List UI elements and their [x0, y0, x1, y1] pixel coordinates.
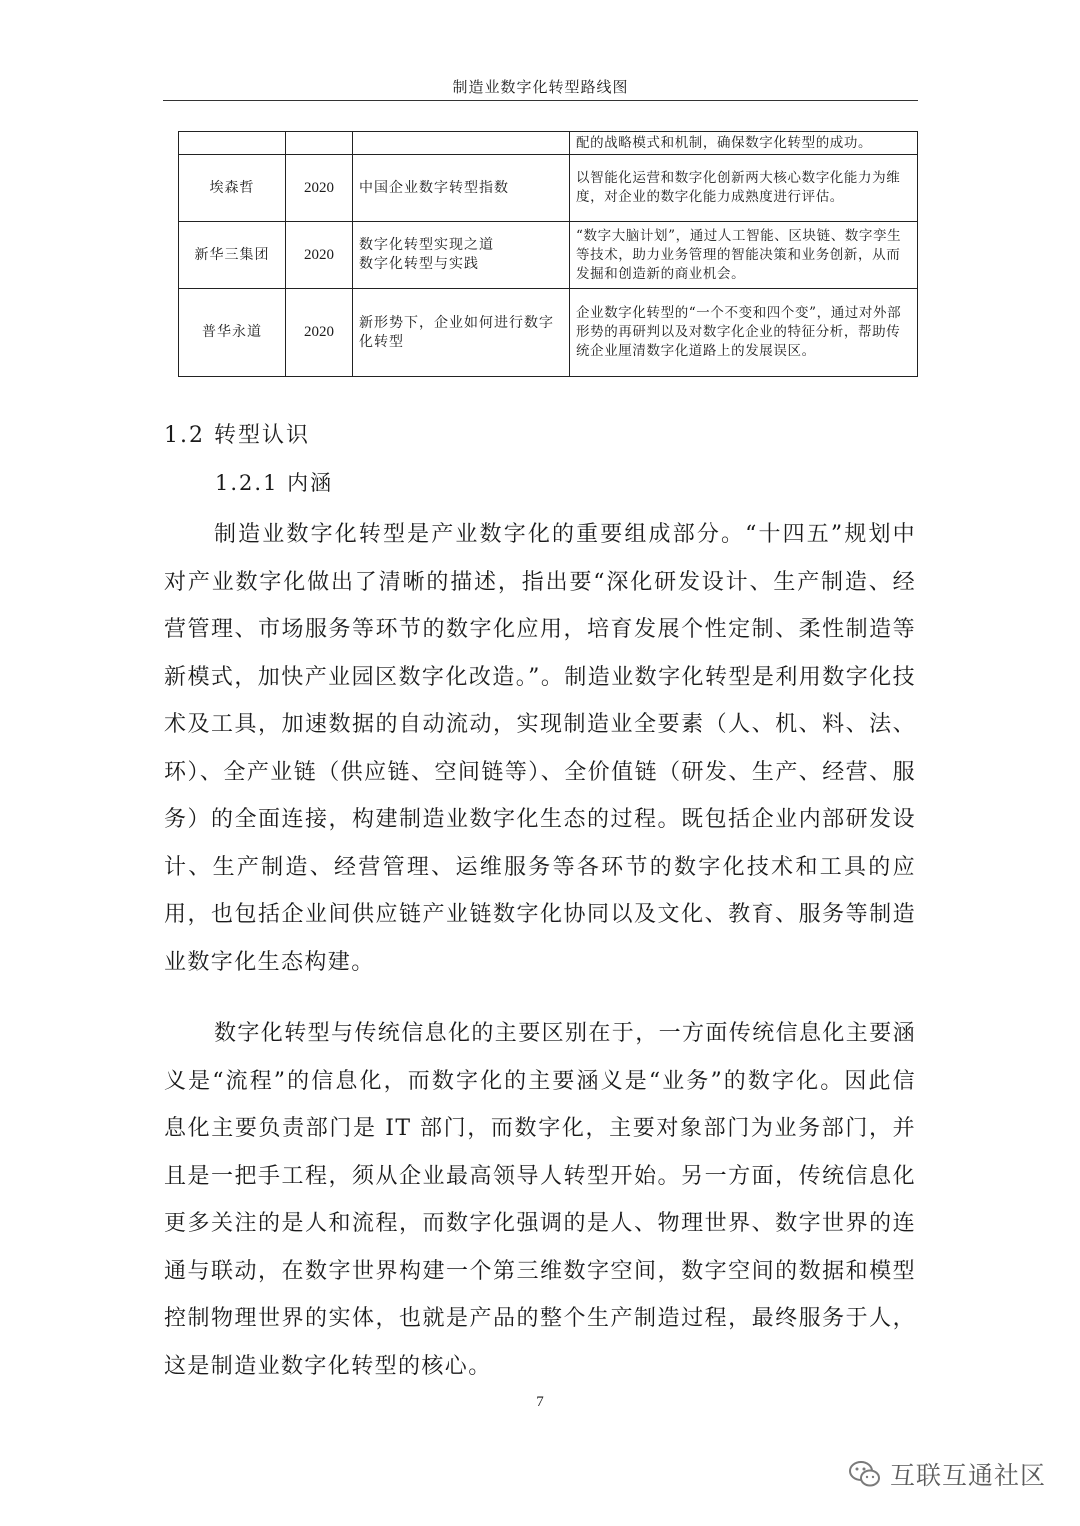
table-row	[179, 155, 918, 222]
watermark	[848, 1456, 1046, 1492]
header-rule	[163, 100, 918, 101]
watermark-text: 互联互通社区	[890, 1461, 1047, 1490]
cell-desc: 以智能化运营和数字化创新两大核心数字化能力为维度，对企业的数字化能力成熟度进行评估。	[570, 155, 918, 222]
cell-desc: 配的战略模式和机制，确保数字化转型的成功。	[570, 132, 918, 155]
table-row	[179, 289, 918, 377]
cell-title: 新形势下，企业如何进行数字化转型	[353, 289, 570, 377]
cell-desc: 企业数字化转型的“一个不变和四个变”，通过对外部形势的再研判以及对数字化企业的特征分析，帮助传统企业厘清数字化道路上的发展误区。	[570, 289, 918, 377]
cell-org: 埃森哲	[179, 155, 286, 222]
body-paragraph: 数字化转型与传统信息化的主要区别在于，一方面传统信息化主要涵义是“流程”的信息化，而数字化的主要涵义是“业务”的数字化。因此信息化主要负责部门是 IT 部门，而数字化，主要对象部门为业务部门，并且是一把手工程，须从企业最高领导人转型开始。另一方面，传统信息化更多关注的是人和流程，而数字化强调的是人、物理世界、数字世界的连通与联动，在数字世界构建一个第三维数字空间，数字空间的数据和模型控制物理世界的实体，也就是产品的整个生产制造过程，最终服务于人，这是制造业数字化转型的核心。	[164, 1021, 917, 1379]
cell-year: 2020	[286, 222, 353, 289]
cell-org: 普华永道	[179, 289, 286, 377]
cell-title	[353, 132, 570, 155]
cell-org	[179, 132, 286, 155]
table-row	[179, 132, 918, 155]
cell-desc: “数字大脑计划”，通过人工智能、区块链、数字孪生等技术，助力业务管理的智能决策和业务创新，从而发掘和创造新的商业机会。	[570, 222, 918, 289]
cell-org: 新华三集团	[179, 222, 286, 289]
body-paragraph: 制造业数字化转型是产业数字化的重要组成部分。“十四五”规划中对产业数字化做出了清晰的描述，指出要“深化研发设计、生产制造、经营管理、市场服务等环节的数字化应用，培育发展个性定制、柔性制造等新模式，加快产业园区数字化改造。”。制造业数字化转型是利用数字化技术及工具，加速数据的自动流动，实现制造业全要素（人、机、料、法、环）、全产业链（供应链、空间链等）、全价值链（研发、生产、经营、服务）的全面连接，构建制造业数字化生态的过程。既包括企业内部研发设计、生产制造、经营管理、运维服务等各环节的数字化技术和工具的应用，也包括企业间供应链产业链数字化协同以及文化、教育、服务等制造业数字化生态构建。	[164, 522, 916, 975]
wechat-icon	[848, 1459, 882, 1489]
table-row	[179, 222, 918, 289]
cell-title: 数字化转型实现之道 数字化转型与实践	[353, 222, 570, 289]
cell-title: 中国企业数字转型指数	[353, 155, 570, 222]
subsection-heading: 1.2.1 内涵	[215, 471, 334, 495]
running-header: 制造业数字化转型路线图	[452, 78, 629, 96]
page-number: 7	[536, 1394, 544, 1410]
cell-year	[286, 132, 353, 155]
cell-year: 2020	[286, 289, 353, 377]
report-table	[178, 131, 918, 377]
section-heading: 1.2 转型认识	[164, 423, 310, 448]
cell-year: 2020	[286, 155, 353, 222]
